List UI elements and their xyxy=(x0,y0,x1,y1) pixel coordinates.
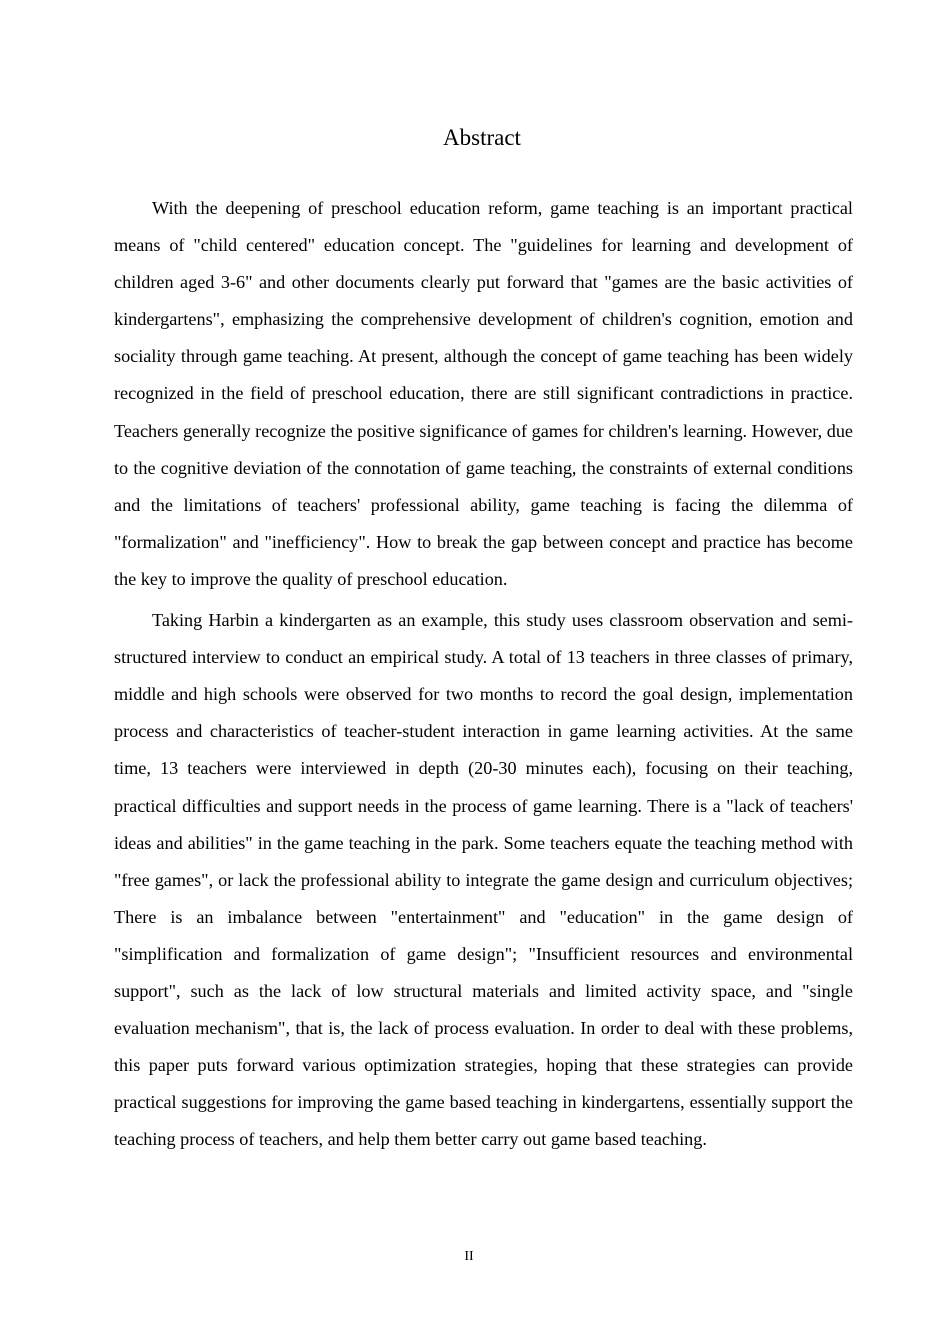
abstract-paragraph-1: With the deepening of preschool education reform, game teaching is an important practical means of "child centered" education concept. The "guidelines for learning and development of children aged 3-6" and other documents clearly put forward that "games are the basic activities of kindergartens", emphasizing the comprehensive development of children's cognition, emotion and sociality through game teaching. At present, although the concept of game teaching has been widely recognized in the field of preschool education, there are still significant contradictions in practice. Teachers generally recognize the positive significance of games for children's learning. However, due to the cognitive deviation of the connotation of game teaching, the constraints of external conditions and the limitations of teachers' professional ability, game teaching is facing the dilemma of "formalization" and "inefficiency". How to break the gap between concept and practice has become the key to improve the quality of preschool education. xyxy=(114,198,853,589)
page-title: Abstract xyxy=(443,125,521,150)
page-number: II xyxy=(464,1249,474,1264)
abstract-body xyxy=(114,190,853,1162)
abstract-paragraph-2: Taking Harbin a kindergarten as an example, this study uses classroom observation and semi-structured interview to conduct an empirical study. A total of 13 teachers in three classes of primary, middle and high schools were observed for two months to record the goal design, implementation process and characteristics of teacher-student interaction in game learning activities. At the same time, 13 teachers were interviewed in depth (20-30 minutes each), focusing on their teaching, practical difficulties and support needs in the process of game learning. There is a "lack of teachers' ideas and abilities" in the game teaching in the park. Some teachers equate the teaching method with "free games", or lack the professional ability to integrate the game design and curriculum objectives; There is an imbalance between "entertainment" and "education" in the game design of "simplification and formalization of game design"; "Insufficient resources and environmental support", such as the lack of low structural materials and limited activity space, and "single evaluation mechanism", that is, the lack of process evaluation. In order to deal with these problems, this paper puts forward various optimization strategies, hoping that these strategies can provide practical suggestions for improving the game based teaching in kindergartens, essentially support the teaching process of teachers, and help them better carry out game based teaching. xyxy=(114,610,853,1150)
